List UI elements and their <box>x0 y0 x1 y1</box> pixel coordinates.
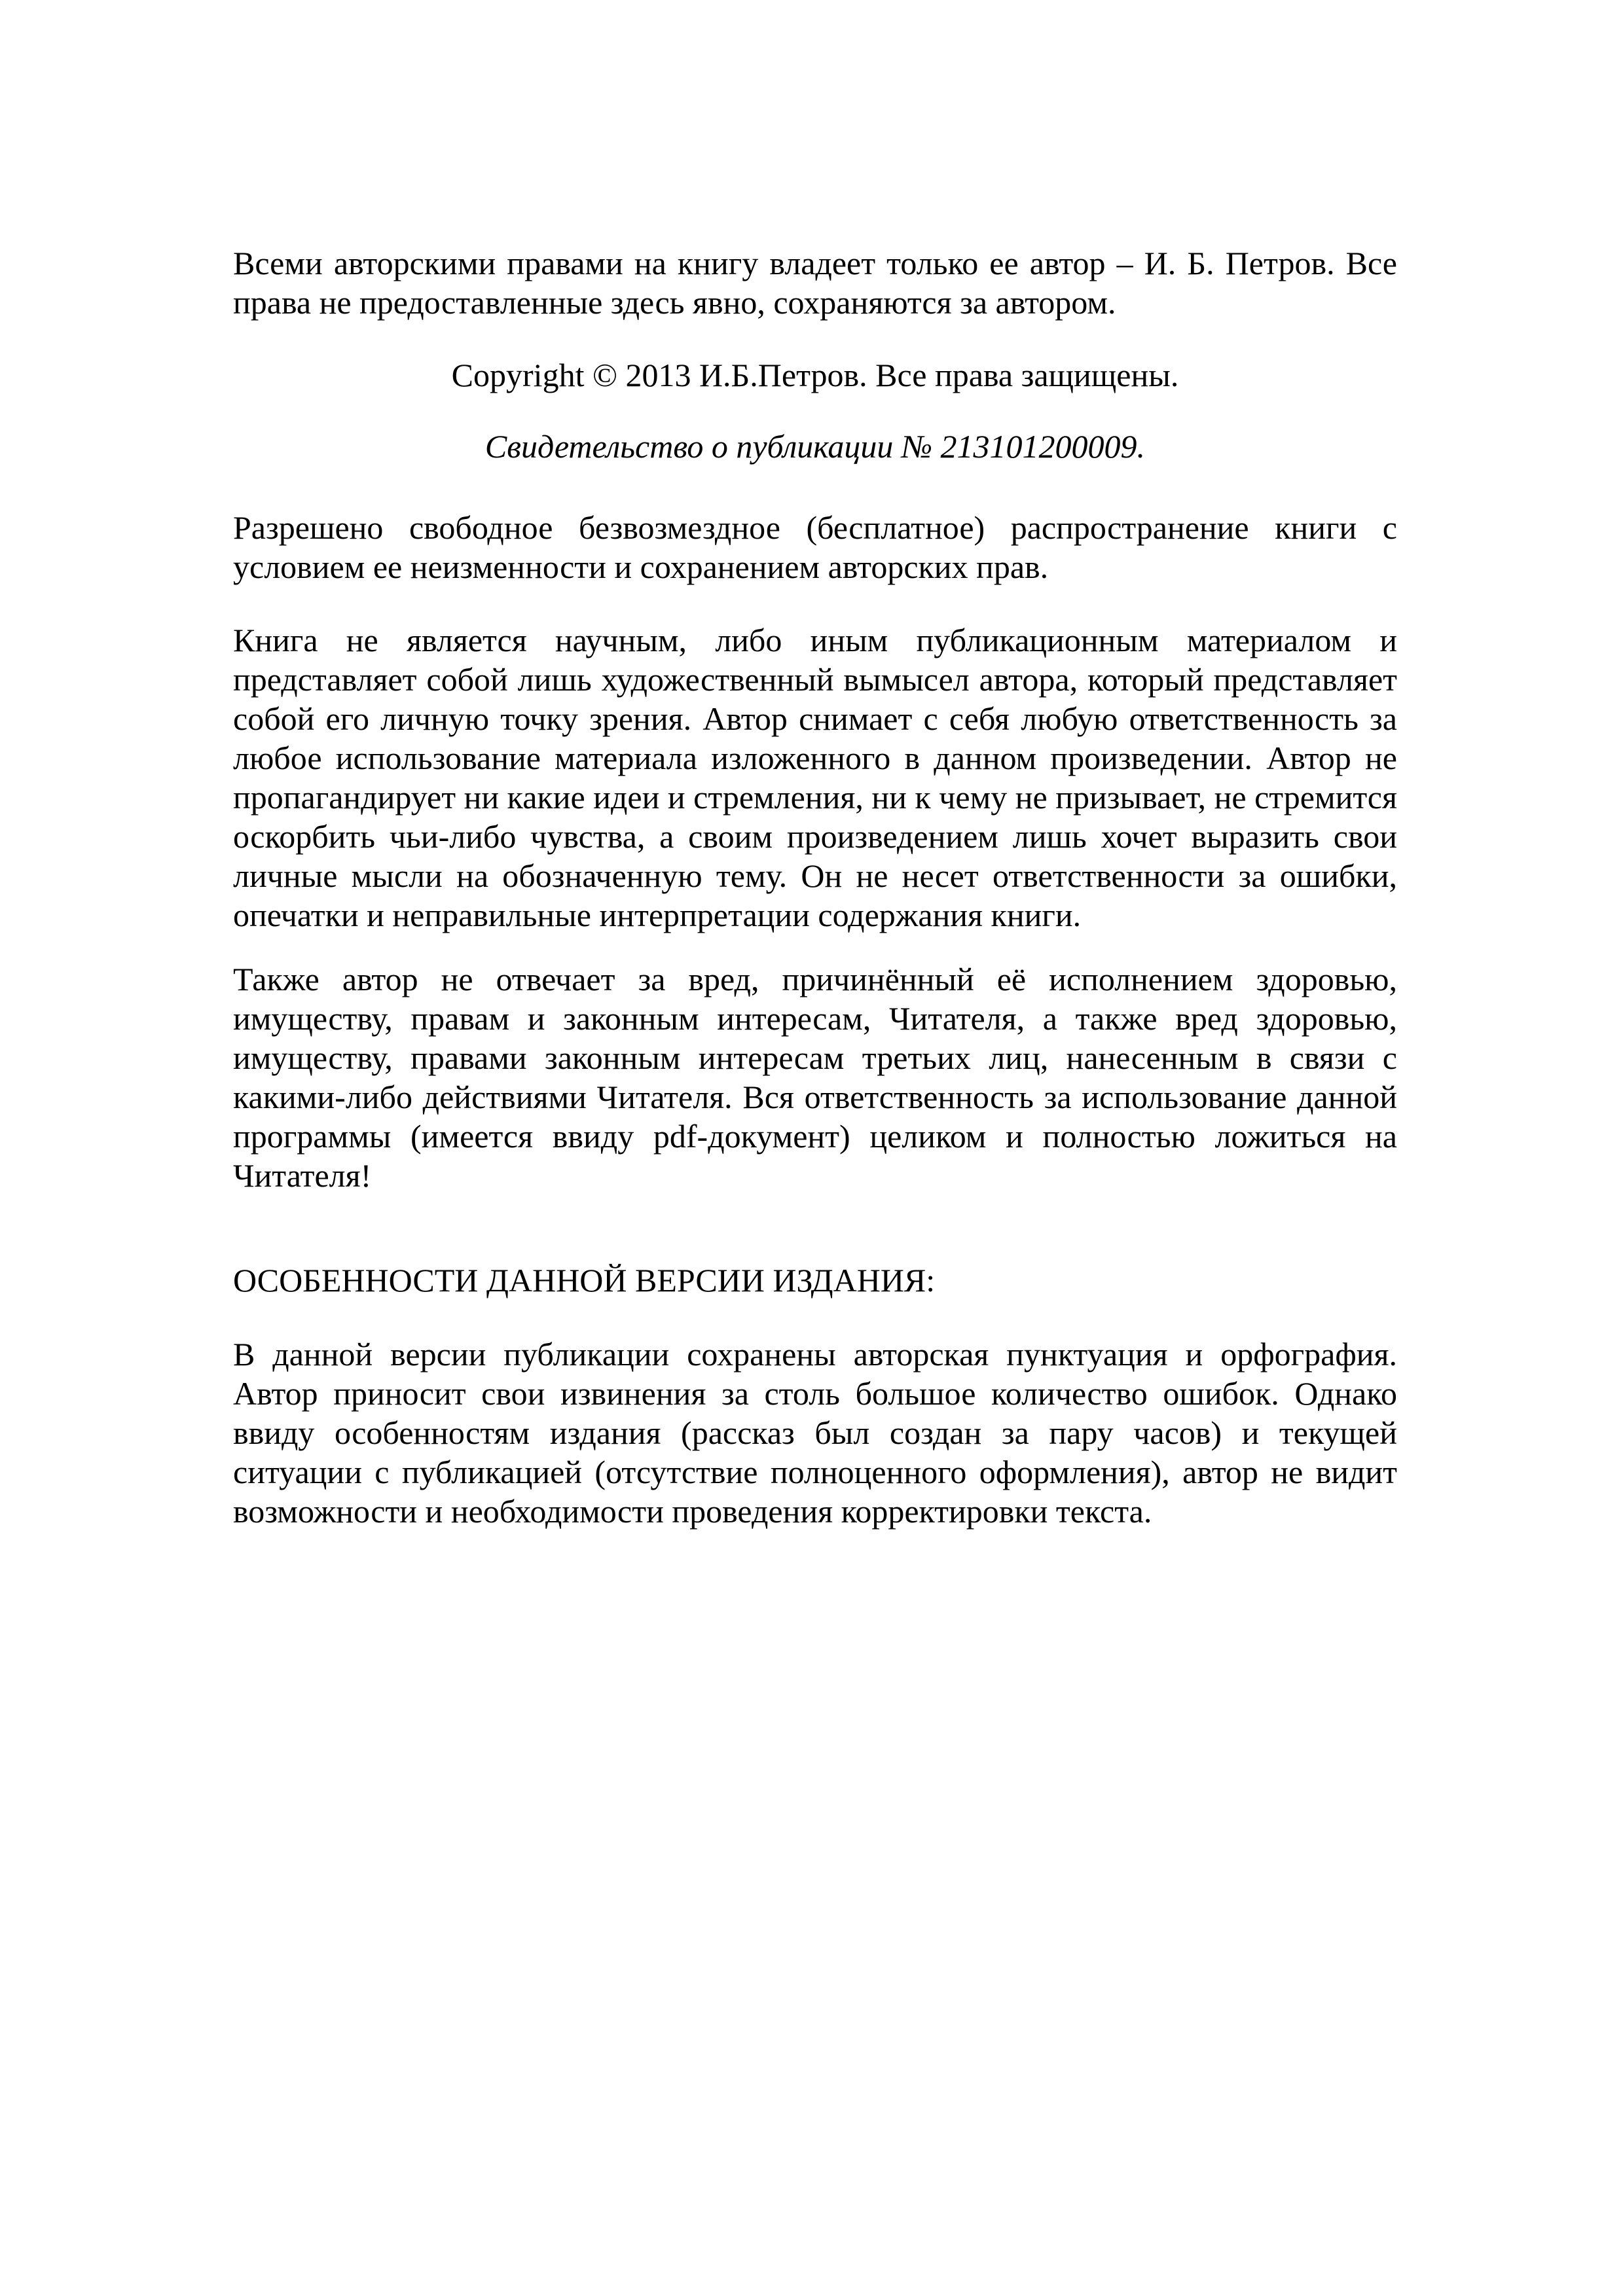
edition-features-heading: ОСОБЕННОСТИ ДАННОЙ ВЕРСИИ ИЗДАНИЯ: <box>233 1262 936 1299</box>
rights-notice-paragraph: Всеми авторскими правами на книгу владеет только ее автор – И. Б. Петров. Все права не предоставленные здесь явно, сохраняются за автором. <box>233 245 1397 321</box>
distribution-paragraph: Разрешено свободное безвозмездное (бесплатное) распространение книги с условием ее неизменности и сохранением авторских прав. <box>233 509 1397 585</box>
copyright-line: Copyright © 2013 И.Б.Петров. Все права защищены. <box>451 357 1179 393</box>
publication-certificate-line: Свидетельство о публикации № 213101200009. <box>484 428 1146 465</box>
edition-features-paragraph: В данной версии публикации сохранены авторская пунктуация и орфография. Автор приносит свои извинения за столь большое количество ошибок. Однако ввиду особенностям издания (рассказ был создан за пару часов) и текущей ситуации с публикацией (отсутствие полноценного оформления), автор не видит возможности и необходимости проведения корректировки текста. <box>233 1336 1397 1530</box>
liability-paragraph: Также автор не отвечает за вред, причинённый её исполнением здоровью, имуществу, правам и законным интересам, Читателя, а также вред здоровью, имуществу, правами законным интересам третьих лиц, нанесенным в связи с какими-либо действиями Читателя. Вся ответственность за использование данной программы (имеется ввиду pdf-документ) целиком и полностью ложиться на Читателя! <box>233 961 1397 1194</box>
disclaimer-paragraph: Книга не является научным, либо иным публикационным материалом и представляет собой лишь художественный вымысел автора, который представляет собой его личную точку зрения. Автор снимает с себя любую ответственность за любое использование материала изложенного в данном произведении. Автор не пропагандирует ни какие идеи и стремления, ни к чему не призывает, не стремится оскорбить чьи-либо чувства, а своим произведением лишь хочет выразить свои личные мысли на обозначенную тему. Он не несет ответственности за ошибки, опечатки и неправильные интерпретации содержания книги. <box>233 622 1397 933</box>
